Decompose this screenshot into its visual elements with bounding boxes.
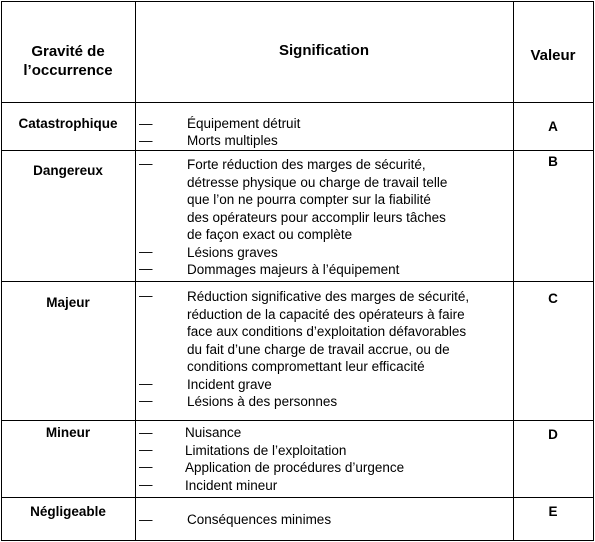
severity-majeur: Majeur (46, 295, 90, 310)
bullet-dash: — (139, 512, 153, 527)
value-c: C (548, 291, 558, 306)
meaning-text: que l’on ne pourra compter sur la fiabilité (187, 192, 431, 207)
meaning-text: Morts multiples (187, 133, 278, 148)
value-a: A (548, 119, 558, 134)
value-b: B (548, 154, 558, 169)
header-value: Valeur (530, 47, 576, 64)
header-severity-line-2: l’occurrence (23, 62, 113, 79)
meaning-text: Incident mineur (185, 477, 278, 493)
meaning-text: réduction de la capacité des opérateurs à faire (187, 306, 465, 322)
table-border-bottom (1, 540, 594, 541)
meaning-text: Équipement détruit (187, 116, 301, 131)
bullet-dash: — (139, 393, 153, 408)
bullet-dash: — (139, 244, 153, 259)
severity-catastrophique: Catastrophique (18, 116, 118, 131)
meaning-text: de façon exact ou complète (187, 227, 353, 242)
bullet-dash: — (139, 459, 153, 474)
meaning-text: conditions compromettant leur efficacité (187, 359, 425, 374)
severity-mineur: Mineur (45, 425, 91, 440)
bullet-dash: — (139, 288, 153, 303)
meaning-text: Application de procédures d’urgence (185, 460, 405, 475)
meaning-text: face aux conditions d’exploitation défavorables (187, 324, 467, 339)
meaning-text: Dommages majeurs à l’équipement (187, 262, 400, 277)
table-border-right (593, 1, 594, 541)
header-severity (1, 42, 135, 80)
table-row-divider (1, 420, 594, 421)
bullet-dash: — (139, 116, 153, 131)
header-severity-line-1: Gravité de (31, 43, 105, 60)
table-border-left (1, 1, 2, 541)
meaning-text: Nuisance (185, 425, 242, 440)
severity-dangereux: Dangereux (33, 163, 103, 178)
bullet-dash: — (139, 156, 153, 171)
meaning-text: Limitations de l’exploitation (185, 442, 347, 458)
table-row-divider (1, 281, 594, 282)
bullet-dash: — (139, 376, 153, 391)
meaning-text: détresse physique ou charge de travail telle (187, 174, 448, 190)
meaning-text: Incident grave (187, 376, 272, 392)
table-column-divider (513, 1, 514, 541)
bullet-dash: — (139, 425, 153, 440)
severity-negligeable: Négligeable (30, 504, 106, 519)
value-e: E (548, 504, 558, 519)
bullet-dash: — (139, 133, 153, 148)
bullet-dash: — (139, 477, 153, 492)
meaning-text: des opérateurs pour accomplir leurs tâches (187, 209, 446, 225)
header-meaning: Signification (279, 42, 369, 59)
meaning-text: du fait d’une charge de travail accrue, ou de (187, 341, 450, 357)
table-column-divider (135, 1, 136, 541)
meaning-text: Conséquences minimes (187, 512, 332, 527)
bullet-dash: — (139, 261, 153, 276)
meaning-text: Lésions graves (187, 244, 278, 260)
meaning-text: Réduction significative des marges de sécurité, (187, 289, 470, 304)
meaning-text: Lésions à des personnes (187, 394, 338, 409)
table-row-divider (1, 497, 594, 498)
bullet-dash: — (139, 442, 153, 457)
table-row-divider (1, 150, 594, 151)
value-d: D (548, 427, 558, 442)
table-border-top (1, 1, 594, 2)
meaning-text: Forte réduction des marges de sécurité, (187, 157, 426, 172)
table-row-divider (1, 102, 594, 103)
